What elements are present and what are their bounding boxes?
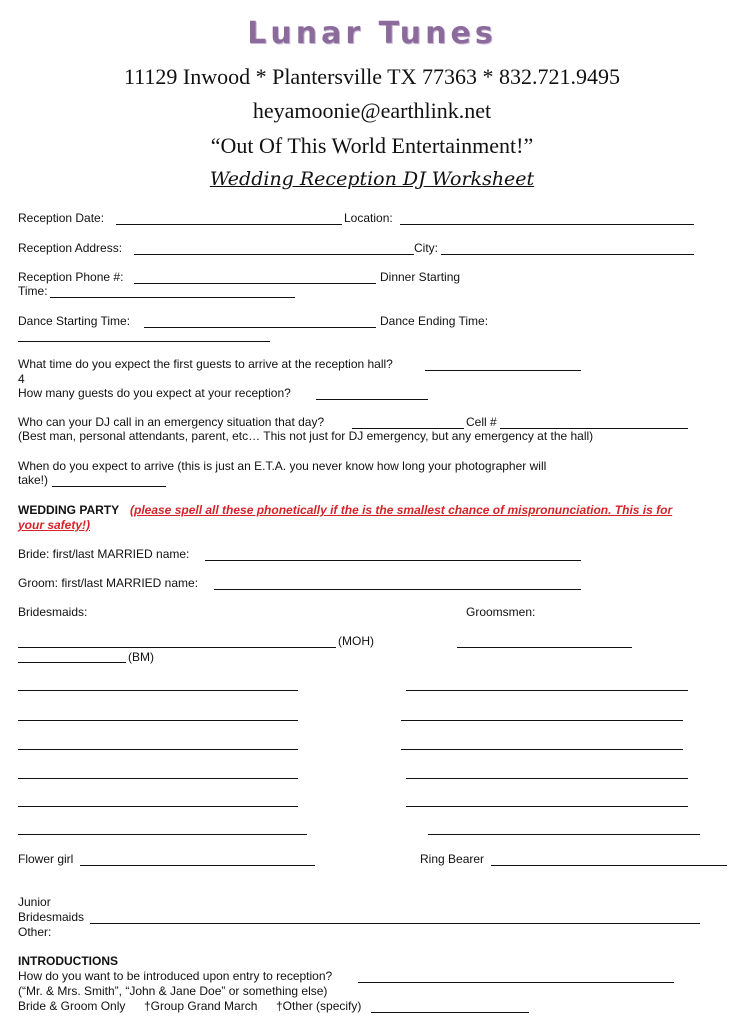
bridesmaid-line-2[interactable] — [18, 720, 298, 721]
groomsmen-label: Groomsmen: — [466, 605, 536, 619]
cell-label: Cell # — [466, 415, 497, 429]
dance-starting-line[interactable] — [144, 327, 376, 328]
reception-phone-line[interactable] — [134, 283, 376, 284]
best-man-line[interactable] — [457, 647, 632, 648]
dance-starting-label: Dance Starting Time: — [18, 314, 131, 328]
eta-line[interactable] — [52, 486, 166, 487]
eta-label: When do you expect to arrive (this is just an E.T.A. you never know how long your photographer will — [18, 459, 547, 473]
city-label: City: — [414, 241, 438, 255]
junior-bridesmaids-label: Bridesmaids — [18, 910, 85, 924]
option-bride-groom-only[interactable]: Bride & Groom Only — [18, 999, 126, 1013]
wedding-party-heading: WEDDING PARTY — [18, 503, 120, 517]
bridesmaid-line-6[interactable] — [18, 834, 307, 835]
reception-phone-label: Reception Phone #: — [18, 270, 124, 284]
bridesmaid-line-4[interactable] — [18, 778, 298, 779]
bridesmaid-line-5[interactable] — [18, 806, 298, 807]
bride-name-line[interactable] — [205, 560, 581, 561]
dinner-time-label: Time: — [18, 284, 48, 298]
introductions-examples: (“Mr. & Mrs. Smith”, “John & Jane Doe” or something else) — [18, 984, 328, 998]
emergency-note: (Best man, personal attendants, parent, etc… This not just for DJ emergency, but any emergency at the hall) — [18, 429, 594, 443]
groomsman-line-5[interactable] — [406, 806, 688, 807]
flower-girl-line[interactable] — [80, 865, 315, 866]
groomsman-line-6[interactable] — [428, 834, 700, 835]
location-line[interactable] — [400, 224, 694, 225]
wedding-party-note-cont: your safety!) — [18, 518, 91, 532]
bm-line[interactable] — [18, 662, 126, 663]
groomsman-line-2[interactable] — [401, 720, 683, 721]
business-email: heyamoonie@earthlink.net — [252, 98, 492, 123]
location-label: Location: — [344, 211, 393, 225]
junior-bridesmaids-line[interactable] — [90, 923, 700, 924]
reception-address-label: Reception Address: — [18, 241, 123, 255]
introductions-line[interactable] — [358, 982, 674, 983]
bridesmaid-line-1[interactable] — [18, 690, 298, 691]
business-address: 11129 Inwood * Plantersville TX 77363 * 832.721.9495 — [124, 64, 620, 89]
bm-label: (BM) — [128, 650, 154, 664]
bridesmaids-label: Bridesmaids: — [18, 605, 88, 619]
introductions-heading: INTRODUCTIONS — [18, 954, 118, 968]
moh-line[interactable] — [18, 647, 336, 648]
ring-bearer-line[interactable] — [491, 865, 727, 866]
dinner-starting-label: Dinner Starting — [380, 270, 461, 284]
groom-name-line[interactable] — [214, 589, 581, 590]
flower-girl-label: Flower girl — [18, 852, 74, 866]
reception-address-line[interactable] — [134, 254, 414, 255]
brand-logo: Lunar Tunes — [247, 16, 497, 51]
junior-label: Junior — [18, 895, 51, 909]
option-group-grand-march[interactable]: †Group Grand March — [144, 999, 258, 1013]
reception-date-label: Reception Date: — [18, 211, 105, 225]
eta-label-cont: take!) — [18, 473, 49, 487]
stray-number: 4 — [18, 372, 25, 386]
dance-ending-line[interactable] — [18, 341, 270, 342]
groom-label: Groom: first/last MARRIED name: — [18, 576, 199, 590]
groomsman-line-1[interactable] — [406, 690, 688, 691]
groomsman-line-4[interactable] — [406, 778, 688, 779]
bridesmaid-line-3[interactable] — [18, 749, 298, 750]
city-line[interactable] — [441, 254, 694, 255]
wedding-party-note: (please spell all these phonetically if the is the smallest chance of mispronunciation. This is for — [130, 503, 673, 517]
guest-count-line[interactable] — [316, 399, 428, 400]
dance-ending-label: Dance Ending Time: — [380, 314, 489, 328]
introductions-question: How do you want to be introduced upon entry to reception? — [18, 969, 333, 983]
dinner-time-line[interactable] — [50, 297, 295, 298]
first-guests-line[interactable] — [425, 370, 581, 371]
ring-bearer-label: Ring Bearer — [420, 852, 485, 866]
other-specify-line[interactable] — [371, 1012, 529, 1013]
groomsman-line-3[interactable] — [401, 749, 683, 750]
guest-count-label: How many guests do you expect at your reception? — [18, 386, 291, 400]
first-guests-label: What time do you expect the first guests to arrive at the reception hall? — [18, 357, 393, 371]
bride-label: Bride: first/last MARRIED name: — [18, 547, 190, 561]
other-label: Other: — [18, 925, 52, 939]
reception-date-line[interactable] — [116, 224, 342, 225]
tagline: “Out Of This World Entertainment!” — [210, 133, 534, 158]
worksheet-title: Wedding Reception DJ Worksheet — [209, 168, 535, 190]
moh-label: (MOH) — [338, 634, 374, 648]
option-other-specify[interactable]: †Other (specify) — [276, 999, 362, 1013]
emergency-contact-label: Who can your DJ call in an emergency situation that day? — [18, 415, 325, 429]
